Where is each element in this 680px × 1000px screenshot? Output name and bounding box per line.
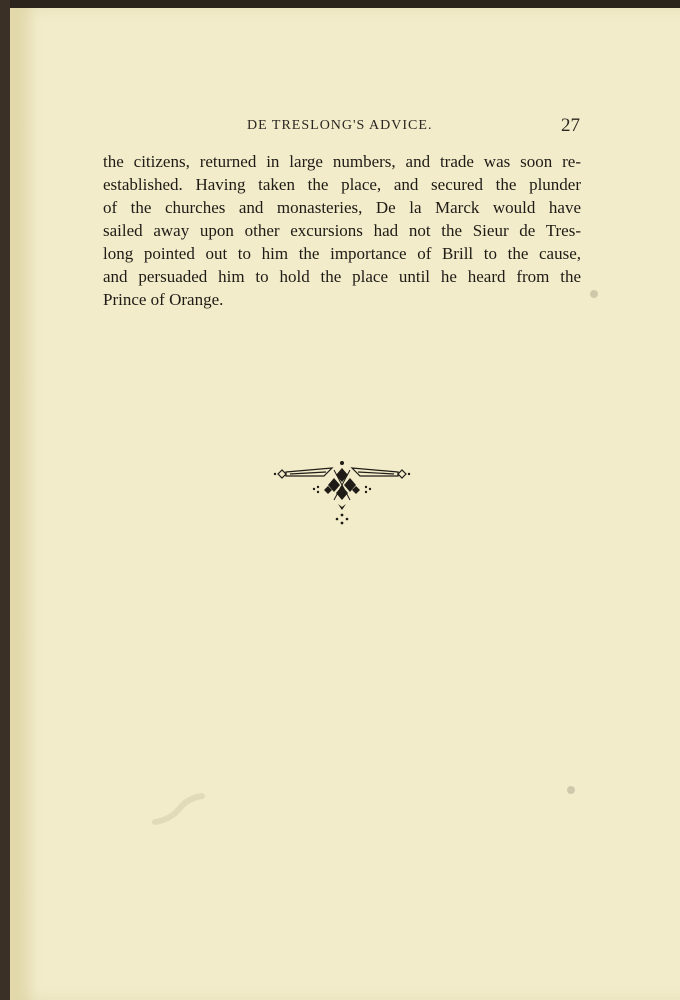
text-line: established. Having taken the place, and secured the plunder (103, 175, 581, 194)
tailpiece-ornament-icon (272, 458, 412, 533)
body-paragraph (103, 150, 581, 311)
text-line: the citizens, returned in large numbers, and trade was soon re- (103, 152, 581, 171)
text-line: long pointed out to him the importance of Brill to the cause, (103, 244, 581, 263)
text-line: of the churches and monasteries, De la Marck would have (103, 198, 581, 217)
book-spine-edge (0, 0, 10, 1000)
text-line: Prince of Orange. (103, 290, 224, 309)
page-stain (150, 790, 210, 830)
text-line: and persuaded him to hold the place until he heard from the (103, 267, 581, 286)
text-line: sailed away upon other excursions had not the Sieur de Tres- (103, 221, 581, 240)
page-spot (567, 786, 575, 794)
running-title: DE TRESLONG'S ADVICE. (247, 118, 433, 133)
page-header (0, 115, 680, 142)
page-spot (590, 290, 598, 298)
page-number: 27 (561, 115, 580, 136)
